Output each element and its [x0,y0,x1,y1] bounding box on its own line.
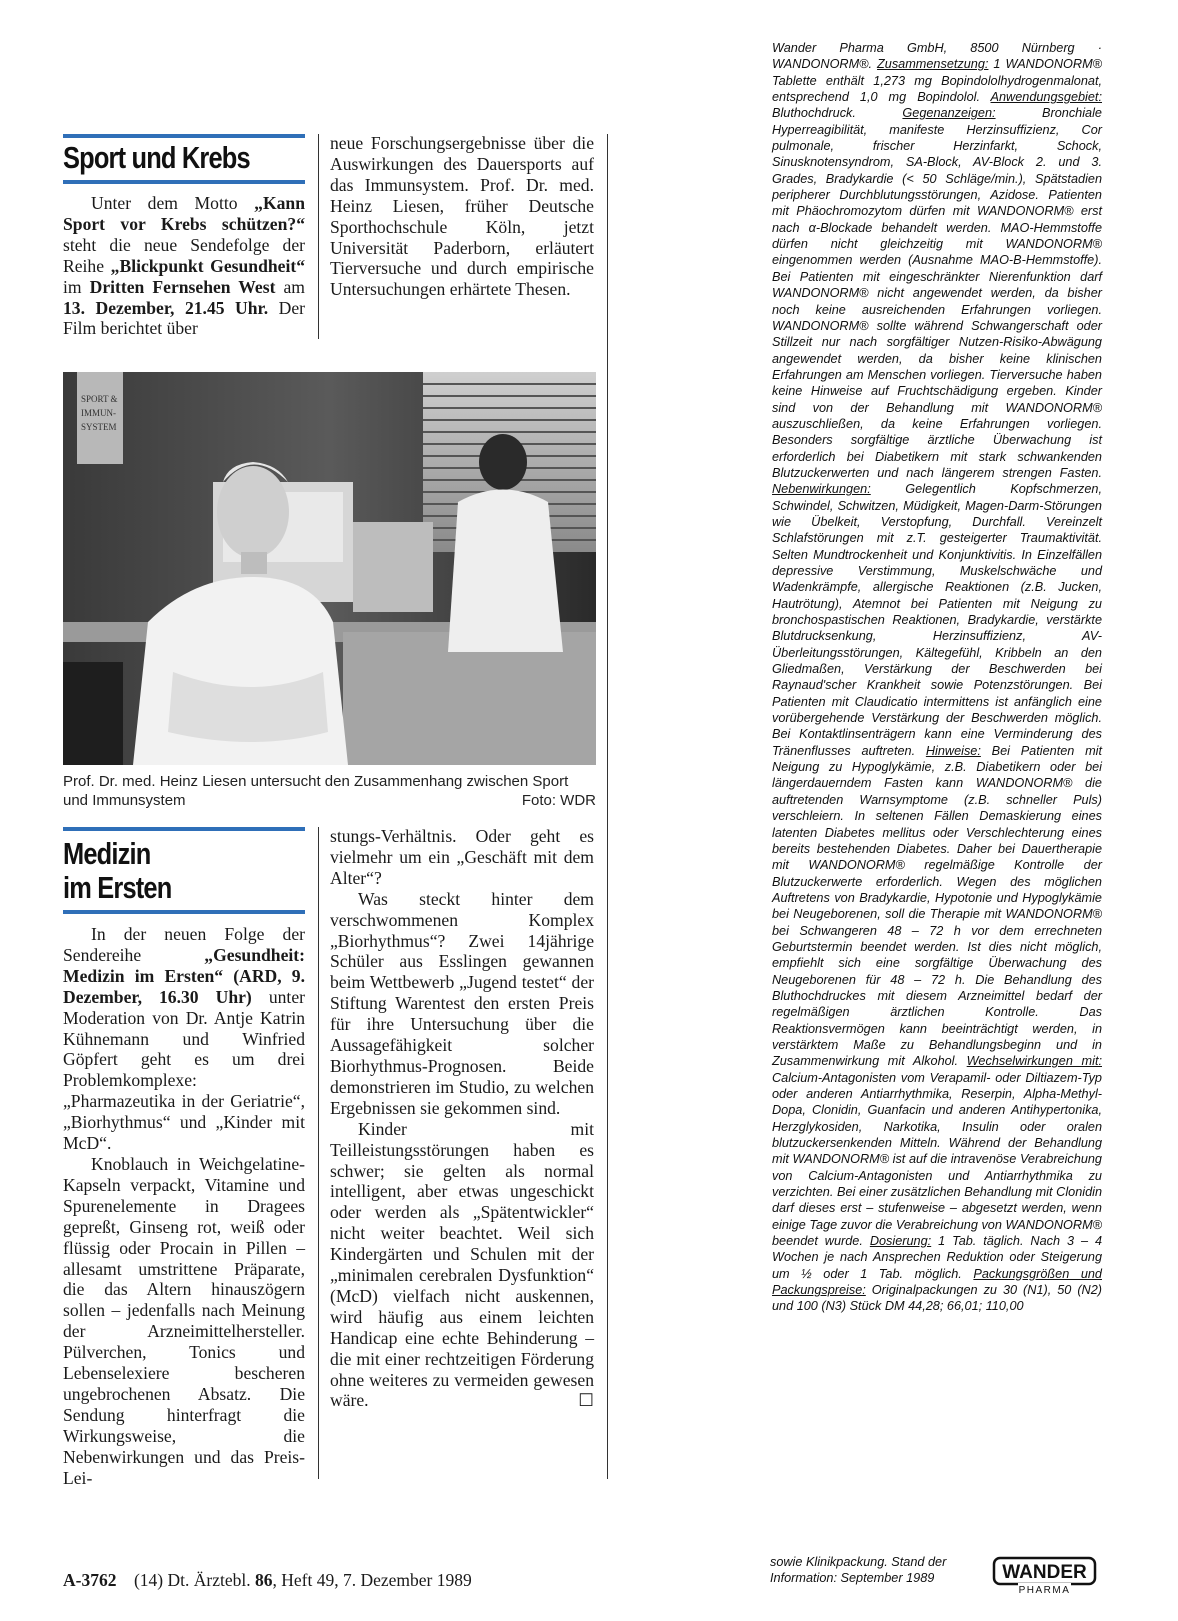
article-column-2 [330,826,594,1411]
journal-volume: 86 [254,1570,273,1590]
article-paragraph [63,924,305,1154]
text-segment: Der Film berichtet über [63,297,305,339]
section-label: Anwendungsgebiet: [990,90,1102,105]
journal-issue: , Heft 49, 7. Dezember 1989 [272,1570,472,1590]
article-column-2 [330,133,594,300]
text-segment: 1 Tab. täglich. Nach 3 – 4 Wochen je nach Ansprechen Reduktion oder Steigerung um ½ oder 1 Tab. möglich. [772,1234,1102,1281]
article-headline-line-1: Medizin [63,836,151,871]
ad-end-line-2: Information: September 1989 [770,1571,935,1586]
text-segment: In der neuen Folge der Sendereihe [63,924,305,965]
text-segment: Bronchiale Hyperreagibilität, manifeste Herzinsuffizienz, Cor pulmonale, frischer Herzinfarkt, Schock, Sinusknotensyndrom, SA-Block, AV-Block 2. und 3. Grades, Bradykardie (< 50 Schläge/min.), Spätstadien peripherer Durchblutungsstörungen, Azidose. Patienten mit Phäochromozytom dürfen mit WANDONORM® erst nach α-Blockade behandelt werden. MAO-Hemmstoffe dürfen nicht gleichzeitig mit WANDONORM® eingenommen werden (Ausnahme MAO-B-Hemmstoffe). Bei Patienten mit eingeschränkter Nierenfunktion darf WANDONORM® nicht angewendet werden, da bisher noch keine ausreichenden Erfahrungen vorliegen. WANDONORM® sollte während Schwangerschaft oder Stillzeit nur nach sorgfältiger Nutzen-Risiko-Abwägung angewendet werden, da bisher keine klinischen Erfahrungen am Menschen vorliegen. Tierversuche haben keine Hinweise auf Fruchtschädigung ergeben. Kinder sind von der Behandlung mit WANDONORM® auszuschließen, da keine Erfahrungen vorliegen. Besonders sorgfältige ärztliche Überwachung ist erforderlich bei Diabetikern mit stark schwankenden Blutzuckerwerten und nach längerem strengen Fasten. [772,106,1102,480]
article-photo [63,372,596,765]
svg-text:SPORT &: SPORT & [81,394,118,404]
text-segment: steht die neue Sendefolge der Reihe [63,234,305,276]
section-label: Zusammensetzung: [877,57,989,72]
article-paragraph [330,1119,594,1412]
drug-information-text [772,40,1102,1315]
article-paragraph: Was steckt hinter dem verschwommenen Komplex „Biorhythmus“? Zwei 14jährige Schüler aus Esslingen gewannen beim Wettbewerb „Jugend testet“ der Stiftung Warentest den ersten Preis für ihre Untersuchung über die Aussagefähigkeit solcher Biorhythmus-Prognosen. Beide demonstrieren im Studio, zu welchen Ergebnissen sie gekommen sind. [330,888,594,1118]
article-column-1 [63,924,305,1488]
headline-rule-top [63,134,305,138]
article-paragraph: stungs-Verhältnis. Oder geht es vielmehr um ein „Geschäft mit dem Alter“? [330,826,594,888]
text-segment: Dritten Fernsehen West [89,276,276,297]
end-of-article-mark: ☐ [578,1390,594,1411]
text-segment: Unter dem Motto [91,193,255,213]
paragraph-text: Kinder mit Teilleistungsstörungen haben es schwer; sie gelten als normal intelligent, aber etwas ungeschickt oder werden als „Spätentwickler“ nicht weiter beachtet. Weil sich Kindergärten und Schulen mit der „minimalen cerebralen Dysfunktion“ (McD) vielfach nicht auskennen, wird häufig aus einem leichten Handicap eine echte Behinderung – die mit einer rechtzeitigen Förderung ohne weiteres zu vermeiden gewesen wäre. [330,1118,594,1411]
text-segment: Bluthochdruck. [772,106,903,121]
section-label: Packungsgrößen und Packungspreise: [772,1266,1102,1298]
article-paragraph [63,193,305,339]
text-segment: Originalpackungen zu 30 (N1), 50 (N2) und 100 (N3) Stück DM 44,28; 66,01; 110,00 [772,1283,1102,1314]
page-column-divider [607,134,608,1479]
svg-text:IMMUN-: IMMUN- [81,408,116,418]
drug-information-column [772,40,1102,1315]
section-label: Wechselwirkungen mit: [966,1054,1102,1069]
section-label: Gegenanzeigen: [902,106,996,121]
article-headline-line-2: im Ersten [63,870,172,905]
text-segment: im [63,276,90,297]
text-segment: „Gesundheit: Medizin im Ersten“ (ARD, 9. Dezember, 16.30 Uhr) [63,944,305,1007]
column-divider [318,827,319,1479]
drug-information-footer [770,1554,980,1587]
page-footer [63,1570,472,1591]
ad-end-line-1: sowie Klinikpackung. Stand der [770,1555,947,1569]
headline-rule-top [63,827,305,831]
text-segment: „Blickpunkt Gesundheit“ [110,255,305,276]
logo-text-wander: WANDER [1002,1562,1087,1583]
text-segment: Calcium-Antagonisten vom Verapamil- oder Diltiazem-Typ oder anderen Antiarrhythmika, Reserpin, Alpha-Methyl-Dopa, Clonidin, Guanfacin und anderen Antihypertonika, Herzglykosiden, Narkotika, Insulin oder oralen blutzuckersenkenden Mitteln. Während der Behandlung mit WANDONORM® ist auf die intravenöse Verabreichung von Calcium-Antagonisten und Antiarrhythmika zu verzichten. Bei einer zusätzlichen Behandlung mit Clonidin darf dieses erst – stufenweise – abgesetzt werden, wenn einige Tage zuvor die Verabreichung von WANDONORM® beendet wurde. [772,1070,1102,1249]
photo-caption [63,772,596,810]
text-segment: am [275,276,305,297]
text-segment: 13. Dezember, 21.45 Uhr. [63,297,269,318]
article-column-1 [63,193,305,339]
article-headline: Sport und Krebs [63,140,250,175]
wander-pharma-logo [992,1556,1097,1596]
text-segment: „Kann Sport vor Krebs schützen?“ [63,193,305,234]
column-divider [318,134,319,339]
logo-text-pharma: PHARMA [1018,1585,1071,1596]
journal-ref: (14) Dt. Ärztebl. [133,1570,255,1590]
text-segment: Wander Pharma GmbH, 8500 Nürnberg · WANDONORM®. [772,41,1102,72]
text-segment: unter Moderation von Dr. Antje Katrin Kühnemann und Winfried Göpfert geht es um drei Problemkomplexe: „Pharmazeutika in der Geriatrie“, „Biorhythmus“ und „Kinder mit McD“. [63,986,305,1154]
text-segment: Gelegentlich Kopfschmerzen, Schwindel, Schwitzen, Müdigkeit, Magen-Darm-Störungen wie Übelkeit, Verstopfung, Durchfall. Vereinzelt Schlafstörungen mit z.T. gesteigerter Traumaktivität. Selten Mundtrockenheit und Konjunktivitis. In Einzelfällen depressive Verstimmung, Muskelschwäche und Wadenkrämpfe, allergische Reaktionen (z.B. Jucken, Hautrötung), Atemnot bei Patienten mit Neigung zu bronchospastischen Reaktionen, Bradykardie, verstärkte Blutdrucksenkung, Herzinsuffizienz, AV-Überleitungsstörungen, Kältegefühl, Kribbeln an den Gliedmaßen, Verstärkung der Beschwerden bei Raynaud'scher Krankheit sowie Potenzstörungen. Bei Patienten mit Claudicatio intermittens ist anfänglich eine vorübergehende Verstärkung der Beschwerden möglich. Bei Kontaktlinsenträgern kann eine Verminderung des Tränenflusses auftreten. [772,482,1102,758]
caption-text: Prof. Dr. med. Heinz Liesen untersucht den Zusammenhang zwischen Sport und Immunsystem [63,773,569,809]
svg-text:SYSTEM: SYSTEM [81,422,117,432]
section-label: Hinweise: [925,743,981,758]
page-number: A-3762 [63,1570,117,1590]
text-segment: 1 WANDONORM® Tablette enthält 1,273 mg Bopindololhydrogenmalonat, entsprechend 1,0 mg Bopindolol. [772,57,1102,105]
section-label: Nebenwirkungen: [772,482,871,497]
article-paragraph: Knoblauch in Weichgelatine-Kapseln verpackt, Vitamine und Spurenelemente in Dragees gepreßt, Ginseng rot, weiß oder flüssig oder Procain in Pillen – allesamt umstrittene Präparate, die das Altern hinauszögern sollen – jedenfalls nach Meinung der Arzneimittelhersteller. Pülverchen, Tonics und Lebenselexiere bescheren ungebrochenen Absatz. Die Sendung hinterfragt die Wirkungsweise, die Nebenwirkungen und das Preis-Lei- [63,1153,305,1488]
photo-illustration [63,372,596,765]
headline-rule-bottom [63,180,305,184]
text-segment: Bei Patienten mit Neigung zu Hypoglykämie, z.B. Diabetikern oder bei längerdauerndem Fasten kann WANDONORM® die auftretenden Warnsymptome (z.B. schneller Puls) verschleiern. In seltenen Fällen Demaskierung eines latenten Diabetes mellitus oder Verschlechterung eines bereits bestehenden Diabetes. Daher bei Dauertherapie mit WANDONORM® regelmäßige Kontrolle der Blutzuckerwerte erforderlich. Wegen des möglichen Auftretens von Bradykardie, Hypotonie und Hypoglykämie bei Neugeborenen, soll die Therapie mit WANDONORM® bei Schwangeren 48 – 72 h vor dem errechneten Geburtstermin beendet werden. Ist dies nicht möglich, empfiehlt sich eine sorgfältige Überwachung des Neugeborenen für 48 – 72 h. Die Behandlung des Bluthochdruckes mit diesem Arzneimittel bedarf der regelmäßigen ärztlichen Kontrolle. Das Reaktionsvermögen kann beeinträchtigt werden, in verstärktem Maße zu Behandlungsbeginn und in Zusammenwirkung mit Alkohol. [772,743,1103,1069]
article-paragraph: neue Forschungsergebnisse über die Auswirkungen des Dauersports auf das Immunsystem. Prof. Dr. med. Heinz Liesen, früher Deutsche Sporthochschule Köln, jetzt Universität Paderborn, erläutert Tierversuche und durch empirische Untersuchungen erhärtete Thesen. [330,133,594,300]
photo-credit: Foto: WDR [521,792,596,809]
section-label: Dosierung: [869,1234,932,1249]
headline-rule-bottom [63,910,305,914]
